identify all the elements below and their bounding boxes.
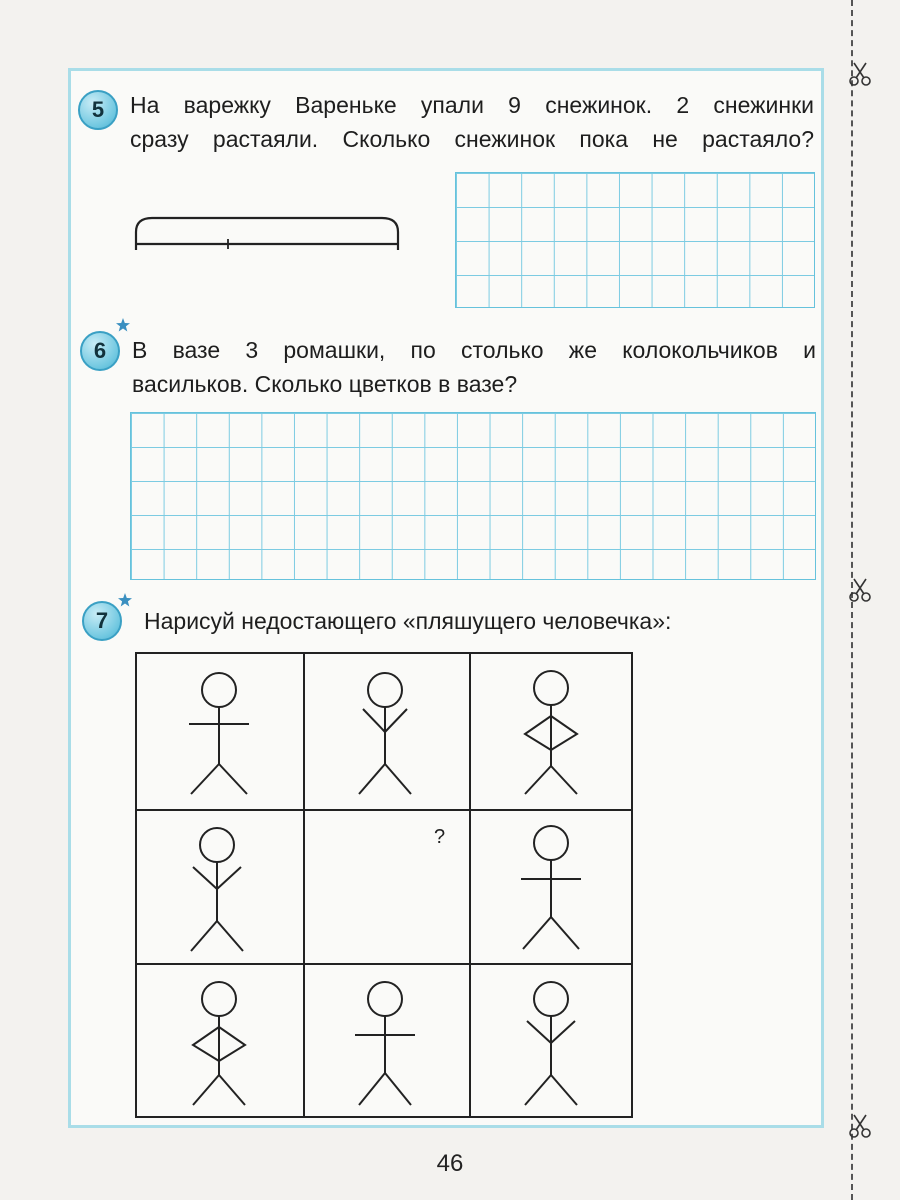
- dancing-man-arms-on-hips: [469, 654, 635, 809]
- scissors-icon: [846, 576, 874, 604]
- task-5-text: [130, 88, 814, 156]
- task-5-line-1: На варежку Вареньке упали 9 снежинок. 2 снежинки: [130, 92, 814, 118]
- dancing-man-arms-horizontal: [469, 809, 635, 964]
- task-7-number: 7: [95, 608, 109, 633]
- task-7-number-badge: [82, 601, 122, 641]
- dancing-man-arms-on-hips: [137, 963, 303, 1118]
- scissors-icon: [846, 60, 874, 88]
- task-6-number-badge: [80, 331, 120, 371]
- task-6-text: [132, 333, 816, 401]
- star-icon: [116, 318, 130, 332]
- task-5-number-badge: [78, 90, 118, 130]
- task-7-text: Нарисуй недостающего «пляшущего человечка»:: [144, 608, 672, 634]
- task-6-number: 6: [93, 338, 107, 363]
- task-5-line-2: сразу растаяли. Сколько снежинок пока не растаяло?: [130, 126, 814, 152]
- page-number: 46: [436, 1150, 464, 1177]
- dancing-man-arms-up: [137, 809, 303, 964]
- missing-figure-question-mark: ?: [434, 826, 446, 848]
- dancing-man-arms-horizontal: [137, 654, 303, 809]
- dancing-man-arms-up: [469, 963, 635, 1118]
- scissors-icon: [846, 1112, 874, 1140]
- dancing-man-arms-up: [303, 654, 469, 809]
- dancing-men-puzzle-grid: [135, 652, 633, 1118]
- star-icon: [118, 593, 132, 607]
- task-6-line-2: васильков. Сколько цветков в вазе?: [132, 371, 518, 397]
- dancing-man-arms-horizontal: [303, 963, 469, 1118]
- task-6-line-1: В вазе 3 ромашки, по столько же колокольчиков и: [132, 337, 816, 363]
- task-6-answer-grid[interactable]: [130, 412, 816, 580]
- task-5-number: 5: [91, 97, 105, 122]
- brace-diagram: [130, 210, 405, 255]
- task-5-answer-grid[interactable]: [455, 172, 815, 308]
